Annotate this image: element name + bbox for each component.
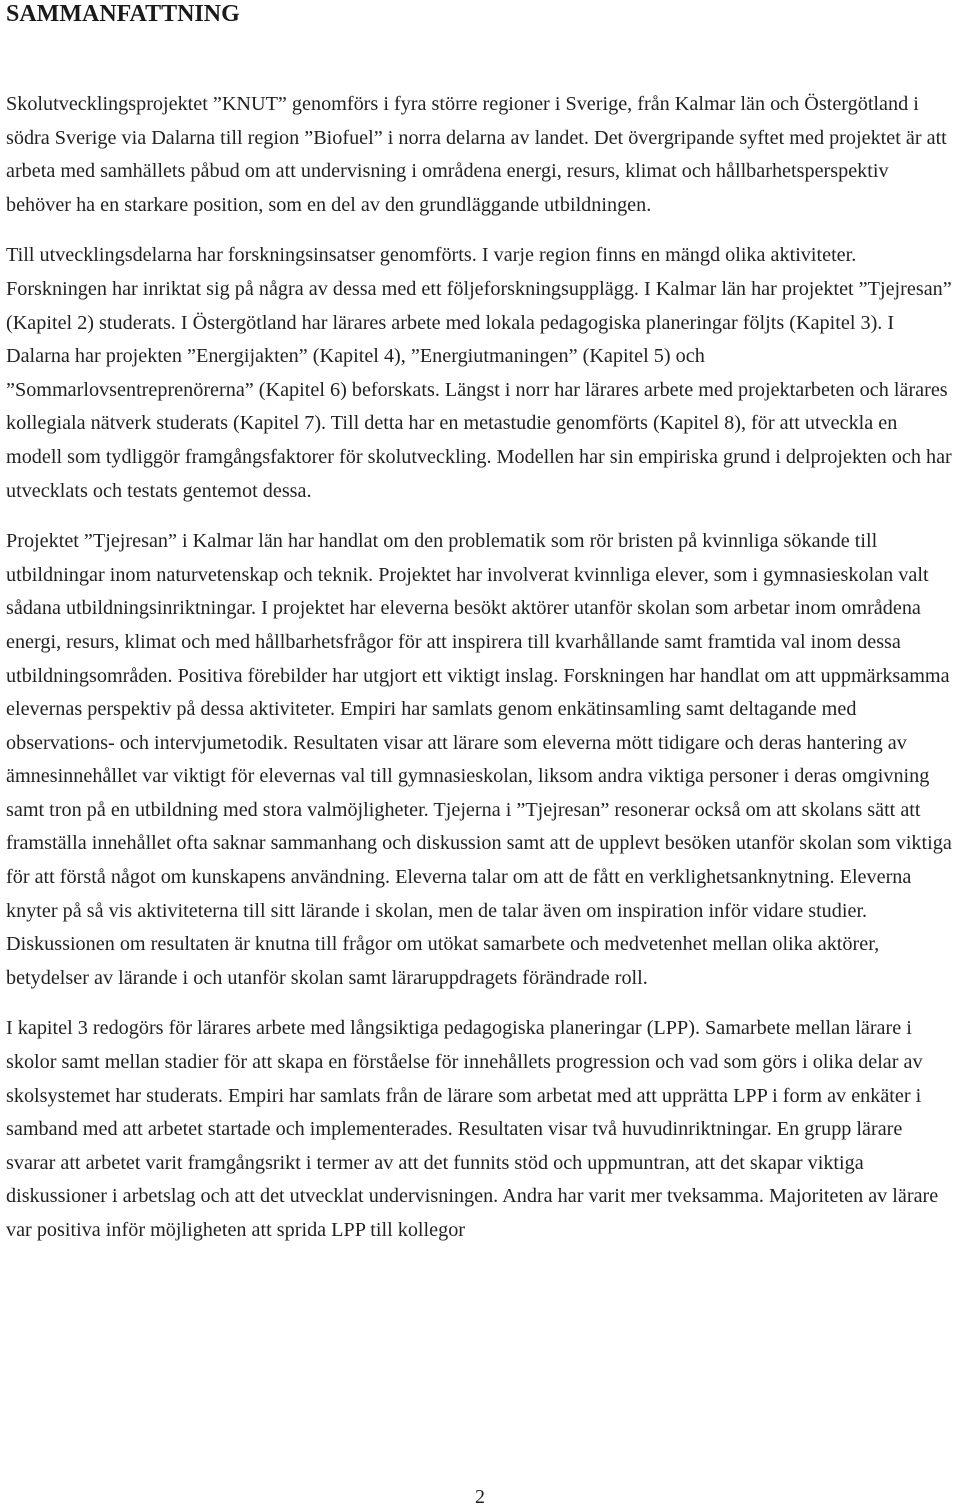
document-page <box>6 0 954 1248</box>
page-number: 2 <box>475 1486 485 1508</box>
paragraph-lpp: I kapitel 3 redogörs för lärares arbete med långsiktiga pedagogiska planeringar (LPP). Samarbete mellan lärare i skolor samt mellan stadier för att skapa en förståelse för innehållets progression och vad som görs i olika delar av skolsystemet har studerats. Empiri har samlats från de lärare som arbetat med att upprätta LPP i form av enkäter i samband med att arbetet startade och implementerades. Resultaten visar två huvudinriktningar. En grupp lärare svarar att arbetet varit framgångsrikt i termer av att det funnits stöd och uppmuntran, att det skapar viktiga diskussioner i arbetslag och att det utvecklat undervisningen. Andra har varit mer tveksamma. Majoriteten av lärare var positiva inför möjligheten att sprida LPP till kollegor <box>6 1017 939 1241</box>
section-heading: SAMMANFATTNING <box>6 1 240 27</box>
paragraph-research-overview: Till utvecklingsdelarna har forskningsinsatser genomförts. I varje region finns en mängd olika aktiviteter. Forskningen har inriktat sig på några av dessa med ett följeforskningsupplägg. I Kalmar län har projektet ”Tjejresan” (Kapitel 2) studerats. I Östergötland har lärares arbete med lokala pedagogiska planeringar följts (Kapitel 3). I Dalarna har projekten ”Energijakten” (Kapitel 4), ”Energiutmaningen” (Kapitel 5) och ”Sommarlovsentreprenörerna” (Kapitel 6) beforskats. Längst i norr har lärares arbete med projektarbeten och lärares kollegiala nätverk studerats (Kapitel 7). Till detta har en metastudie genomförts (Kapitel 8), för att utveckla en modell som tydliggör framgångsfaktorer för skolutveckling. Modellen har sin empiriska grund i delprojekten och har utvecklats och testats gentemot dessa. <box>6 244 952 502</box>
paragraph-tjejresan: Projektet ”Tjejresan” i Kalmar län har handlat om den problematik som rör bristen på kvinnliga sökande till utbildningar inom naturvetenskap och teknik. Projektet har involverat kvinnliga elever, som i gymnasieskolan valt sådana utbildningsinriktningar. I projektet har eleverna besökt aktörer utanför skolan som arbetar inom områdena energi, resurs, klimat och med hållbarhetsfrågor för att inspirera till kvarhållande samt framtida val inom dessa utbildningsområden. Positiva förebilder har utgjort ett viktigt inslag. Forskningen har handlat om att uppmärksamma elevernas perspektiv på dessa aktiviteter. Empiri har samlats genom enkätinsamling samt deltagande med observations- och intervjumetodik. Resultaten visar att lärare som eleverna mött tidigare och deras hantering av ämnesinnehållet var viktigt för elevernas val till gymnasieskolan, liksom andra viktiga personer i deras omgivning samt tron på en utbildning med stora valmöjligheter. Tjejerna i ”Tjejresan” resonerar också om att skolans sätt att framställa innehållet ofta saknar sammanhang och diskussion samt att de upplevt besöken utanför skolan som viktiga för att förstå något om kunskapens användning. Eleverna talar om att de fått en verklighetsanknytning. Eleverna knyter på så vis aktiviteterna till sitt lärande i skolan, men de talar även om inspiration inför vidare studier. Diskussionen om resultaten är knutna till frågor om utökat samarbete och medvetenhet mellan olika aktörer, betydelser av lärande i och utanför skolan samt läraruppdragets förändrade roll. <box>6 530 952 989</box>
paragraph-intro: Skolutvecklingsprojektet ”KNUT” genomförs i fyra större regioner i Sverige, från Kalmar län och Östergötland i södra Sverige via Dalarna till region ”Biofuel” i norra delarna av landet. Det övergripande syftet med projektet är att arbeta med samhällets påbud om att undervisning i områdena energi, resurs, klimat och hållbarhetsperspektiv behöver ha en starkare position, som en del av den grundläggande utbildningen. <box>6 93 947 216</box>
